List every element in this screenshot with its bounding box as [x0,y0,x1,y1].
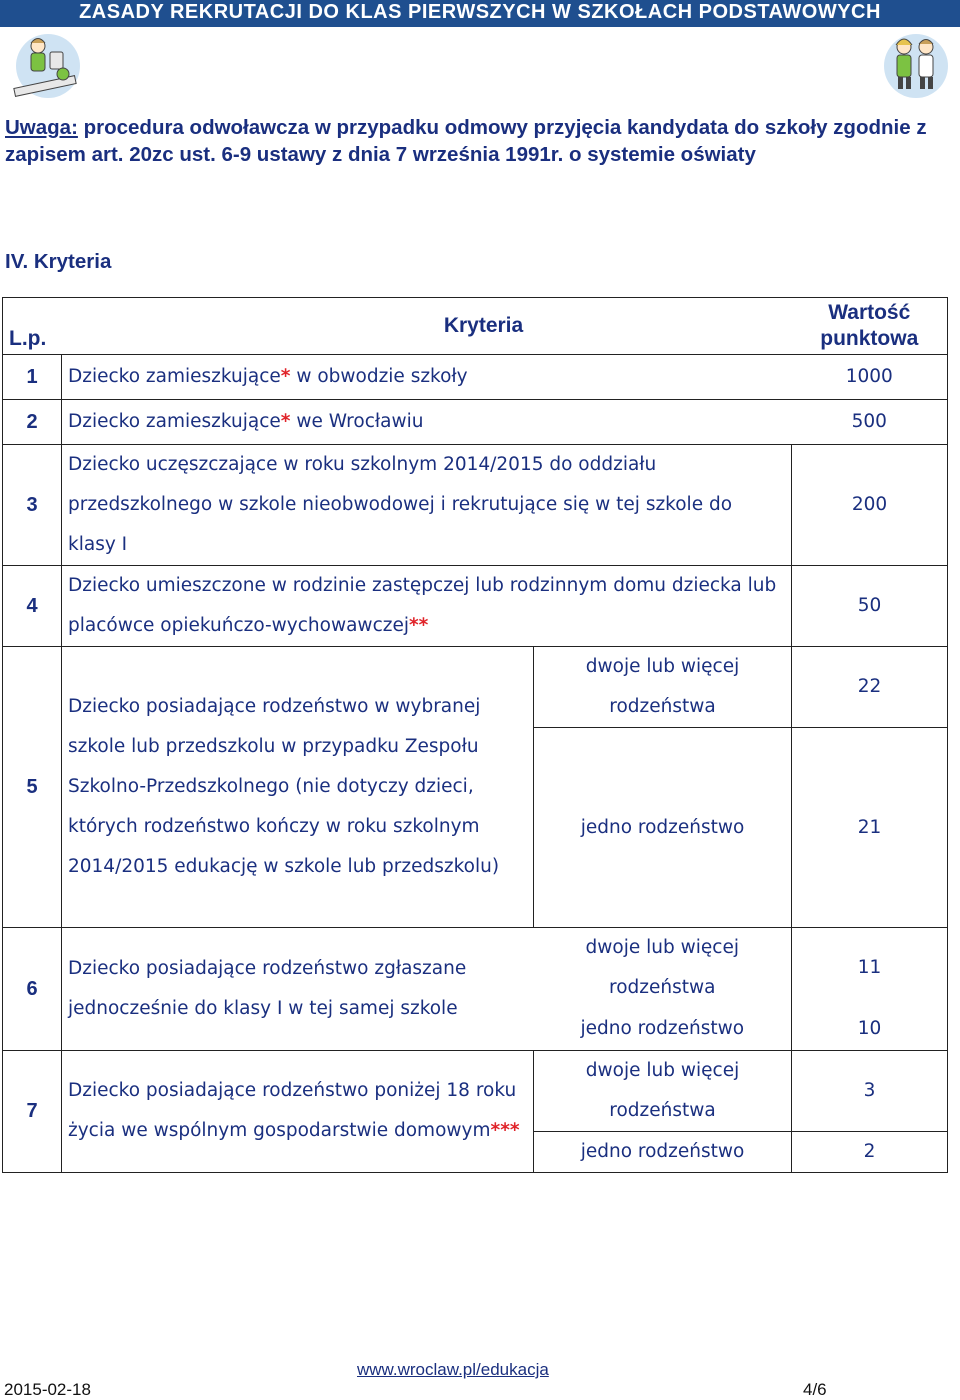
sibling-option: jedno rodzeństwo [534,728,792,928]
row-number: 4 [3,566,62,647]
criterion-value: 11 [792,928,948,1009]
row-number: 3 [3,445,62,566]
criterion-value: 10 [792,1008,948,1050]
criterion-value: 500 [792,400,948,445]
row-number: 7 [3,1050,62,1172]
sibling-option: dwoje lub więcej rodzeństwa [534,647,792,728]
criterion-value: 1000 [792,355,948,400]
header-value: Wartość punktowa [792,298,948,355]
notice-label: Uwaga: [5,116,78,139]
sibling-option: jedno rodzeństwo [534,1131,792,1172]
sibling-option: dwoje lub więcej rodzeństwa [534,928,792,1009]
table-row [3,647,948,728]
appeal-notice [5,114,960,168]
criterion-value: 21 [792,728,948,928]
criterion-value: 2 [792,1131,948,1172]
criterion-text: Dziecko zamieszkujące* w obwodzie szkoły [62,355,792,400]
row-number: 5 [3,647,62,928]
row-number: 6 [3,928,62,1051]
table-row [3,355,948,400]
criterion-text: Dziecko uczęszczające w roku szkolnym 2014/2015 do oddziału przedszkolnego w szkole nieobwodowej i rekrutujące się w tej szkole do klasy I [62,445,792,566]
table-row [3,928,948,1009]
criterion-text: Dziecko umieszczone w rodzinie zastępczej lub rodzinnym domu dziecka lub placówce opiekuńczo-wychowawczej** [62,566,792,647]
table-row [3,566,948,647]
table-row [3,1050,948,1131]
table-row [3,445,948,566]
table-header-row [3,298,948,355]
sibling-option: dwoje lub więcej rodzeństwa [534,1050,792,1131]
footer-date: 2015-02-18 [4,1380,91,1399]
criterion-value: 200 [792,445,948,566]
criterion-value: 50 [792,566,948,647]
sibling-option: jedno rodzeństwo [534,1008,792,1050]
section-title: IV. Kryteria [5,250,112,273]
table-row [3,400,948,445]
criterion-text: Dziecko zamieszkujące* we Wrocławiu [62,400,792,445]
left-logo-child-books-icon [8,30,88,100]
criterion-value: 3 [792,1050,948,1131]
page-number: 4/6 [803,1380,827,1399]
header-lp: L.p. [3,298,62,355]
header-criteria: Kryteria [62,298,792,355]
row-number: 2 [3,400,62,445]
page-title: ZASADY REKRUTACJI DO KLAS PIERWSZYCH W SZKOŁACH PODSTAWOWYCH [79,1,881,23]
header-bar [0,0,960,27]
footer-website-link[interactable]: www.wroclaw.pl/edukacja [357,1360,549,1379]
criterion-text: Dziecko posiadające rodzeństwo zgłaszane jednocześnie do klasy I w tej samej szkole [62,928,534,1051]
row-number: 1 [3,355,62,400]
right-logo-two-children-icon [876,30,956,100]
criterion-text: Dziecko posiadające rodzeństwo poniżej 18 roku życia we wspólnym gospodarstwie domowym*** [62,1050,534,1172]
criteria-table [2,297,948,1173]
criterion-value: 22 [792,647,948,728]
criterion-text: Dziecko posiadające rodzeństwo w wybranej szkole lub przedszkolu w przypadku Zespołu Szkolno-Przedszkolnego (nie dotyczy dzieci, których rodzeństwo kończy w roku szkolnym 2014/2015 edukację w szkole lub przedszkolu) [62,647,534,928]
notice-text: procedura odwoławcza w przypadku odmowy przyjęcia kandydata do szkoły zgodnie z zapisem art. 20zc ust. 6-9 ustawy z dnia 7 września 1991r. o systemie oświaty [5,116,927,166]
